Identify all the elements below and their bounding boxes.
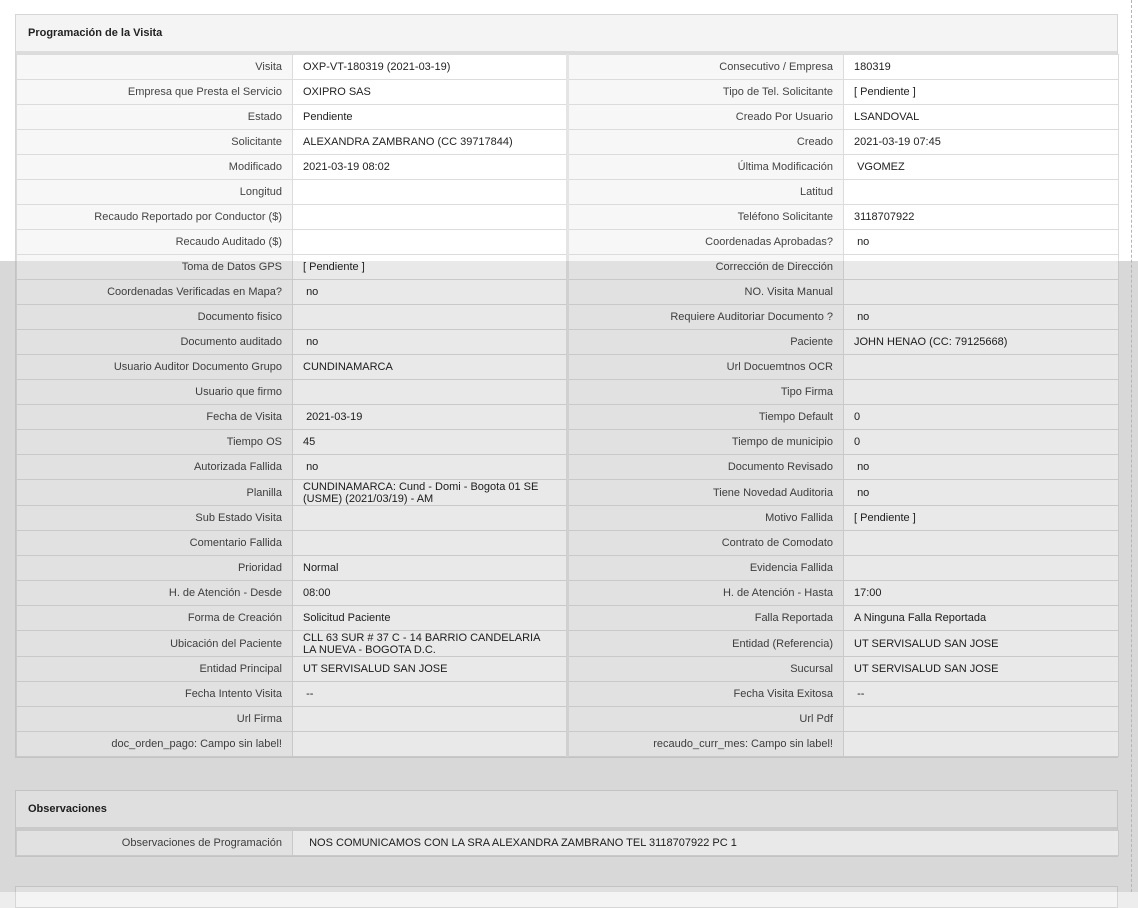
field-row [17, 105, 1119, 130]
field-label: Documento auditado [17, 330, 293, 355]
observaciones-table [16, 830, 1119, 856]
field-value [844, 355, 1119, 380]
field-value: Solicitud Paciente [293, 606, 568, 631]
programacion-table [16, 54, 1119, 757]
field-value: 2021-03-19 07:45 [844, 130, 1119, 155]
field-value: CLL 63 SUR # 37 C - 14 BARRIO CANDELARIA LA NUEVA - BOGOTA D.C. [293, 631, 568, 657]
field-value: UT SERVISALUD SAN JOSE [844, 631, 1119, 657]
field-label: Forma de Creación [17, 606, 293, 631]
field-row [17, 230, 1119, 255]
field-label: Consecutivo / Empresa [568, 55, 844, 80]
observaciones-panel [15, 790, 1118, 857]
field-value: Pendiente [293, 105, 568, 130]
field-value [293, 230, 568, 255]
field-value: 180319 [844, 55, 1119, 80]
field-row [17, 480, 1119, 506]
dashed-guide-line [1131, 0, 1132, 892]
field-row [17, 556, 1119, 581]
field-value: no [844, 230, 1119, 255]
observaciones-title: Observaciones [16, 791, 1117, 830]
field-row [17, 455, 1119, 480]
field-label: Longitud [17, 180, 293, 205]
field-row [17, 280, 1119, 305]
field-label: Teléfono Solicitante [568, 205, 844, 230]
field-label: Motivo Fallida [568, 506, 844, 531]
field-row [17, 155, 1119, 180]
field-label: Documento Revisado [568, 455, 844, 480]
field-label: Última Modificación [568, 155, 844, 180]
field-row [17, 355, 1119, 380]
field-value: 45 [293, 430, 568, 455]
field-value: UT SERVISALUD SAN JOSE [293, 657, 568, 682]
observaciones-label: Observaciones de Programación [17, 831, 293, 856]
field-label: Usuario Auditor Documento Grupo [17, 355, 293, 380]
observaciones-value: NOS COMUNICAMOS CON LA SRA ALEXANDRA ZAMBRANO TEL 3118707922 PC 1 [293, 831, 1119, 856]
field-label: Coordenadas Verificadas en Mapa? [17, 280, 293, 305]
field-label: Modificado [17, 155, 293, 180]
field-value [844, 180, 1119, 205]
field-label: Tiempo Default [568, 405, 844, 430]
field-value: 0 [844, 430, 1119, 455]
field-value: 0 [844, 405, 1119, 430]
field-label: Visita [17, 55, 293, 80]
field-label: Toma de Datos GPS [17, 255, 293, 280]
field-label: doc_orden_pago: Campo sin label! [17, 732, 293, 757]
field-row [17, 330, 1119, 355]
field-value [293, 205, 568, 230]
programacion-panel [15, 14, 1118, 758]
field-value [293, 180, 568, 205]
field-value: [ Pendiente ] [293, 255, 568, 280]
field-label: Evidencia Fallida [568, 556, 844, 581]
field-label: Estado [17, 105, 293, 130]
field-value: UT SERVISALUD SAN JOSE [844, 657, 1119, 682]
field-label: Sub Estado Visita [17, 506, 293, 531]
field-row [17, 430, 1119, 455]
field-label: Corrección de Dirección [568, 255, 844, 280]
field-value [844, 556, 1119, 581]
field-value [293, 707, 568, 732]
field-label: Planilla [17, 480, 293, 506]
field-row [17, 707, 1119, 732]
field-label: Empresa que Presta el Servicio [17, 80, 293, 105]
field-value: VGOMEZ [844, 155, 1119, 180]
field-value: [ Pendiente ] [844, 506, 1119, 531]
field-row [17, 255, 1119, 280]
field-row [17, 55, 1119, 80]
field-label: Fecha Intento Visita [17, 682, 293, 707]
field-label: H. de Atención - Hasta [568, 581, 844, 606]
field-value [293, 506, 568, 531]
field-row [17, 531, 1119, 556]
field-label: Tiempo OS [17, 430, 293, 455]
field-value: CUNDINAMARCA [293, 355, 568, 380]
field-value: 2021-03-19 08:02 [293, 155, 568, 180]
field-label: Paciente [568, 330, 844, 355]
field-value: no [844, 480, 1119, 506]
field-label: Usuario que firmo [17, 380, 293, 405]
field-label: Fecha Visita Exitosa [568, 682, 844, 707]
field-label: Tipo de Tel. Solicitante [568, 80, 844, 105]
field-value [293, 531, 568, 556]
field-label: Prioridad [17, 556, 293, 581]
field-value: ALEXANDRA ZAMBRANO (CC 39717844) [293, 130, 568, 155]
field-label: Entidad Principal [17, 657, 293, 682]
field-row [17, 631, 1119, 657]
field-label: Fecha de Visita [17, 405, 293, 430]
field-value: Normal [293, 556, 568, 581]
field-value: 2021-03-19 [293, 405, 568, 430]
field-label: Contrato de Comodato [568, 531, 844, 556]
field-value [293, 305, 568, 330]
field-value: JOHN HENAO (CC: 79125668) [844, 330, 1119, 355]
next-panel-edge [15, 886, 1118, 908]
field-row [17, 130, 1119, 155]
field-value [844, 380, 1119, 405]
field-value: A Ninguna Falla Reportada [844, 606, 1119, 631]
field-value: -- [293, 682, 568, 707]
field-label: Tipo Firma [568, 380, 844, 405]
field-label: Tiene Novedad Auditoria [568, 480, 844, 506]
field-value [293, 732, 568, 757]
field-label: Latitud [568, 180, 844, 205]
field-row [17, 380, 1119, 405]
field-value: no [293, 280, 568, 305]
field-row [17, 506, 1119, 531]
field-label: Comentario Fallida [17, 531, 293, 556]
field-value: OXP-VT-180319 (2021-03-19) [293, 55, 568, 80]
field-label: Tiempo de municipio [568, 430, 844, 455]
field-label: recaudo_curr_mes: Campo sin label! [568, 732, 844, 757]
field-row [17, 657, 1119, 682]
field-row [17, 205, 1119, 230]
field-label: Ubicación del Paciente [17, 631, 293, 657]
field-row [17, 305, 1119, 330]
field-row [17, 682, 1119, 707]
field-label: Creado Por Usuario [568, 105, 844, 130]
field-value: 17:00 [844, 581, 1119, 606]
field-label: H. de Atención - Desde [17, 581, 293, 606]
field-value: OXIPRO SAS [293, 80, 568, 105]
field-value: LSANDOVAL [844, 105, 1119, 130]
field-value: 3118707922 [844, 205, 1119, 230]
field-value: no [293, 330, 568, 355]
field-row [17, 405, 1119, 430]
field-label: Requiere Auditoriar Documento ? [568, 305, 844, 330]
field-label: Creado [568, 130, 844, 155]
field-label: Url Docuemtnos OCR [568, 355, 844, 380]
field-row [17, 606, 1119, 631]
programacion-title: Programación de la Visita [16, 15, 1117, 54]
field-value [844, 707, 1119, 732]
field-label: Recaudo Reportado por Conductor ($) [17, 205, 293, 230]
field-value: no [844, 305, 1119, 330]
field-value [844, 280, 1119, 305]
field-label: Autorizada Fallida [17, 455, 293, 480]
visit-detail-content [15, 14, 1118, 857]
field-row [17, 80, 1119, 105]
field-value: [ Pendiente ] [844, 80, 1119, 105]
field-value [293, 380, 568, 405]
field-row [17, 732, 1119, 757]
field-value: no [844, 455, 1119, 480]
field-label: Sucursal [568, 657, 844, 682]
field-label: Documento fisico [17, 305, 293, 330]
field-label: Url Firma [17, 707, 293, 732]
field-label: Falla Reportada [568, 606, 844, 631]
observaciones-row [17, 831, 1119, 856]
field-label: Url Pdf [568, 707, 844, 732]
field-value [844, 255, 1119, 280]
field-label: Solicitante [17, 130, 293, 155]
field-value [844, 732, 1119, 757]
field-label: Recaudo Auditado ($) [17, 230, 293, 255]
field-label: NO. Visita Manual [568, 280, 844, 305]
field-label: Entidad (Referencia) [568, 631, 844, 657]
field-label: Coordenadas Aprobadas? [568, 230, 844, 255]
field-value: -- [844, 682, 1119, 707]
field-value [844, 531, 1119, 556]
field-value: no [293, 455, 568, 480]
field-row [17, 581, 1119, 606]
field-row [17, 180, 1119, 205]
field-value: CUNDINAMARCA: Cund - Domi - Bogota 01 SE (USME) (2021/03/19) - AM [293, 480, 568, 506]
field-value: 08:00 [293, 581, 568, 606]
